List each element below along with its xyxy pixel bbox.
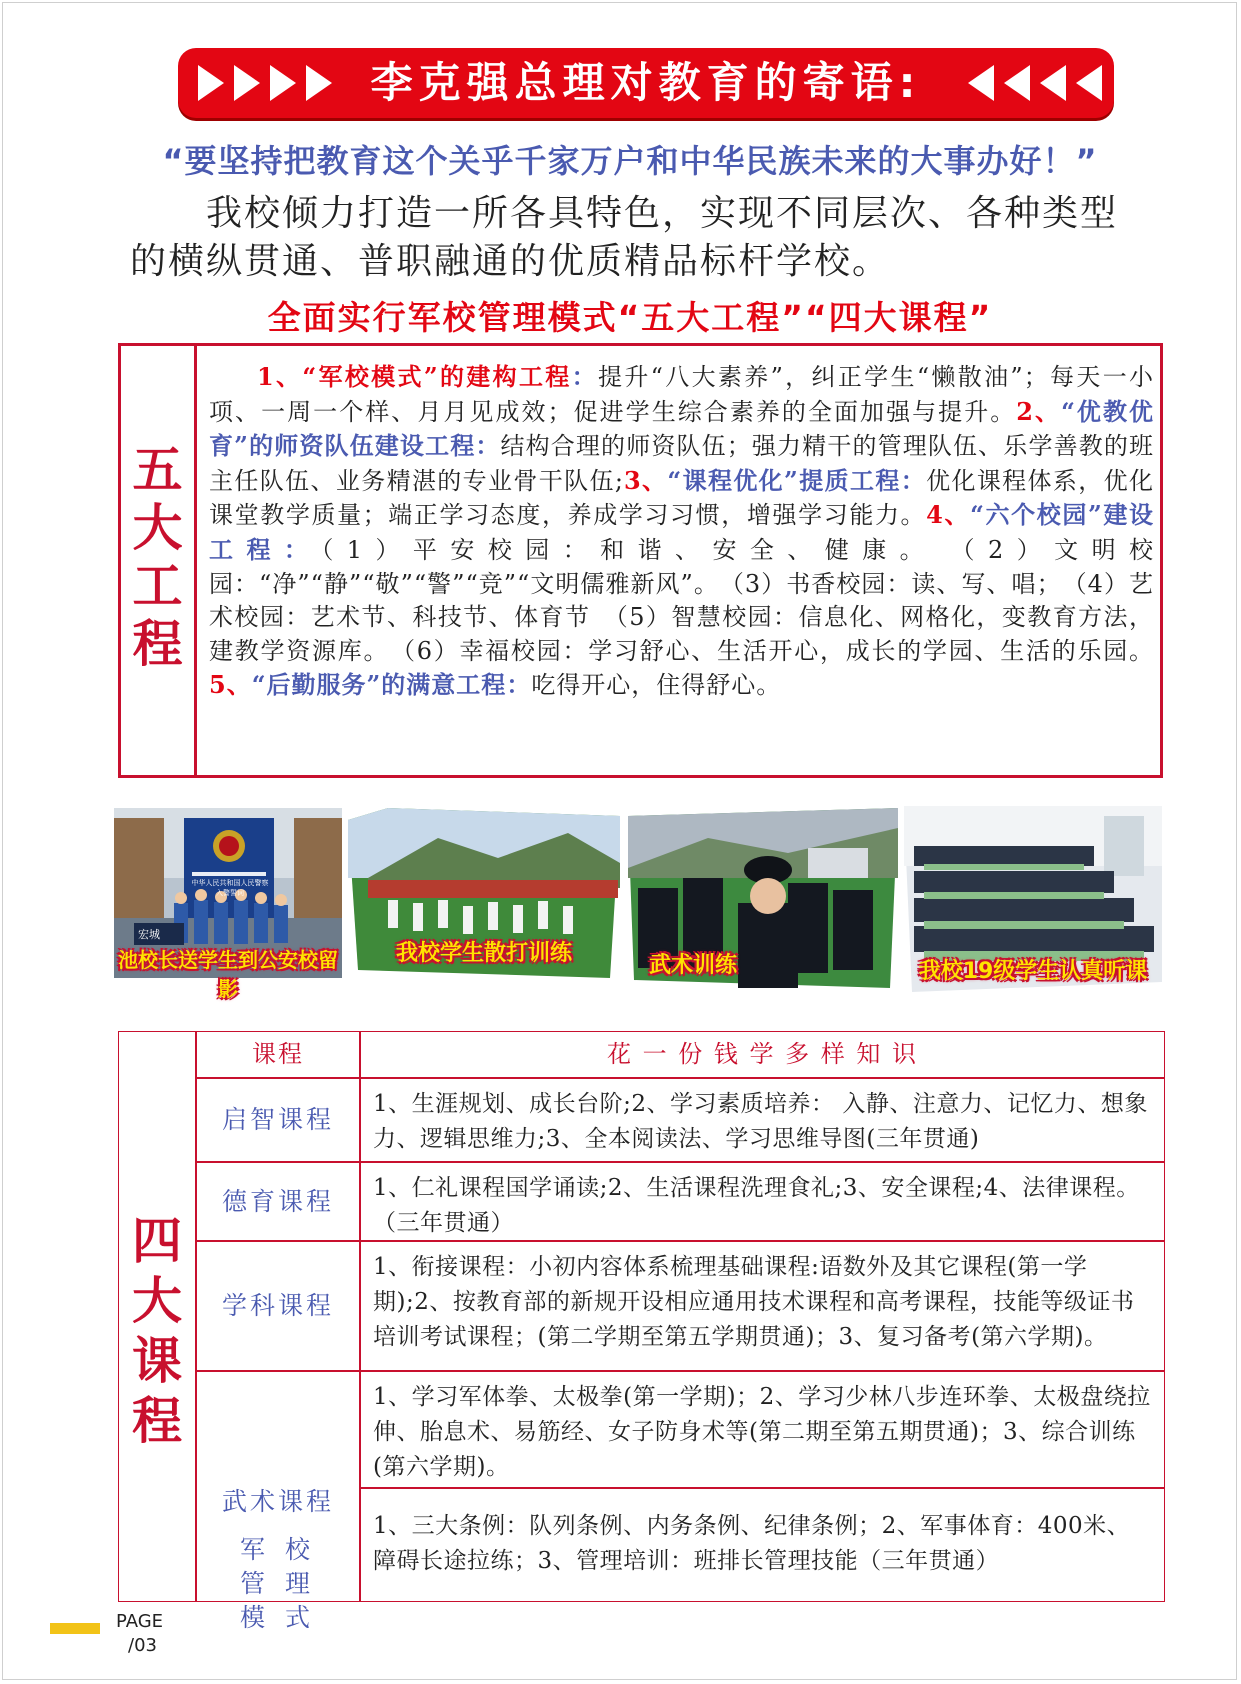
plate-text: 宏城	[138, 928, 160, 941]
project-4-number: 4、	[926, 500, 971, 530]
management-subheading: 全面实行军校管理模式“五大工程”“四大课程”	[267, 298, 993, 337]
project-2-text: 结构合理的师资队伍；强力精干的管理队伍、乐学善教的班主任队伍、业务精湛的专业骨干队伍;	[209, 432, 1155, 495]
project-3-title: “课程优化”提质工程	[667, 465, 901, 495]
course-name: 学科课程	[196, 1241, 360, 1371]
page-number	[116, 1610, 163, 1658]
project-2-number: 2、	[1016, 396, 1062, 426]
photo-caption: 我校19级学生认真听课	[918, 959, 1148, 984]
course-text: 1、生涯规划、成长台阶;2、学习素质培养： 入静、注意力、记忆力、想象力、逻辑思维力;3、全本阅读法、学习思维导图(三年贯通)	[360, 1078, 1165, 1162]
course-text: 1、学习军体拳、太极拳(第一学期)；2、学习少林八步连环拳、太极盘绕拉伸、胎息术、易筋经、女子防身术等(第二期至第五期贯通)；3、综合训练(第六学期)。	[360, 1371, 1165, 1488]
project-4-title: “六个校园”建设工程	[209, 500, 1155, 564]
project-1-text: 提升“八大素养”，纠正学生“懒散油”；每天一小项、一周一个样、月月见成效；促进学生综合素养的全面加强与提升。	[209, 363, 1155, 426]
chevron-left-icon	[968, 65, 994, 101]
course-header-label: 课程	[196, 1031, 360, 1078]
course-text: 1、三大条例：队列条例、内务条例、纪律条例；2、军事体育：400米、障碍长途拉练；3、管理培训：班排长管理技能（三年贯通）	[360, 1488, 1165, 1602]
five-projects-side	[121, 346, 197, 775]
project-5-colon: ：	[506, 670, 532, 700]
five-projects-title-char: 大	[132, 498, 183, 557]
chevron-left-icon	[1004, 65, 1030, 101]
four-courses-title-char: 大	[132, 1271, 182, 1330]
project-5-title: “后勤服务”的满意工程	[251, 670, 507, 700]
chevron-left-icon	[1076, 65, 1102, 101]
martial-military-name-cell	[196, 1371, 360, 1632]
project-5-text: 吃得开心，住得舒心。	[531, 671, 782, 700]
project-4-text: （1）平安校园：和谐、安全、健康。 （2）文明校园：“净”“静”“敬”“警”“竞”“文明儒雅新风”。 （3）书香校园：读、写、唱； （4）艺术校园：艺术节、科技节、体育节 （5）智慧校园：信息化、网格化，变教育方法，建教学资源库。 （6）幸福校园：学习舒心、生活开心，成长的学园、生活的乐园。	[209, 535, 1155, 665]
photo-caption: 池校长送学生到公安校留影	[118, 948, 338, 1001]
oath-sign: 中华人民共和国人民警察入警誓词	[191, 879, 269, 897]
four-courses-title-char: 课	[132, 1331, 182, 1390]
project-1-title: “军校模式”的建构工程	[302, 362, 572, 391]
page-label: PAGE	[116, 1611, 164, 1632]
project-1-colon: ：	[571, 362, 598, 391]
photo-classroom	[904, 806, 1162, 992]
knowledge-header-label: 花 一 份 钱 学 多 样 知 识	[360, 1031, 1165, 1078]
chevron-left-icon	[1040, 65, 1066, 101]
photo-caption: 我校学生散打训练	[395, 941, 572, 966]
four-courses-side	[118, 1031, 196, 1602]
school-intro: 我校倾力打造一所各具特色，实现不同层次、各种类型的横纵贯通、普职融通的优质精品标杆学校。	[130, 193, 1119, 282]
project-3-text: 优化课程体系，优化课堂教学质量；端正学习态度，养成学习习惯，增强学习能力。	[209, 466, 1155, 530]
course-name: 德育课程	[196, 1162, 360, 1241]
project-1-number: 1、	[257, 362, 303, 391]
project-2-colon: ：	[475, 431, 501, 461]
page-number-value: /03	[128, 1635, 157, 1656]
course-text: 1、衔接课程：小初内容体系梳理基础课程:语数外及其它课程(第一学期);2、按教育部的新规开设相应通用技术课程和高考课程，技能等级证书培训考试课程；(第二学期至第五学期贯通)；3、复习备考(第六学期)。	[360, 1241, 1165, 1371]
project-3-number: 3、	[623, 465, 668, 495]
premier-quote: “要坚持把教育这个关乎千家万户和中华民族未来的大事办好！”	[162, 142, 1098, 180]
five-projects-title-char: 程	[132, 614, 183, 673]
course-name: 启智课程	[196, 1078, 360, 1162]
title-banner	[178, 48, 1114, 118]
five-projects-title-char: 五	[132, 440, 183, 499]
project-3-colon: ：	[900, 465, 927, 495]
four-courses-title-char: 四	[132, 1211, 182, 1270]
photo-caption: 武术训练	[648, 953, 737, 978]
five-projects-box	[118, 343, 1163, 778]
banner-title: 李克强总理对教育的寄语:	[370, 58, 922, 107]
five-projects-text	[209, 360, 1154, 703]
five-projects-title-char: 工	[132, 556, 183, 615]
page-marker-bar	[50, 1623, 100, 1634]
photo-police-academy	[114, 808, 342, 1001]
photo-martial-arts	[628, 808, 898, 988]
course-name: 军 校 管 理 模 式	[240, 1535, 316, 1632]
four-courses-title-char: 程	[132, 1391, 182, 1450]
project-4-colon: ：	[283, 534, 322, 564]
project-2-title: “优教优育”的师资队伍建设工程	[209, 396, 1155, 461]
course-text: 1、仁礼课程国学诵读;2、生活课程洗理食礼;3、安全课程;4、法律课程。（三年贯通）	[360, 1162, 1165, 1241]
project-5-number: 5、	[209, 670, 252, 700]
course-name: 武术课程	[221, 1487, 334, 1516]
